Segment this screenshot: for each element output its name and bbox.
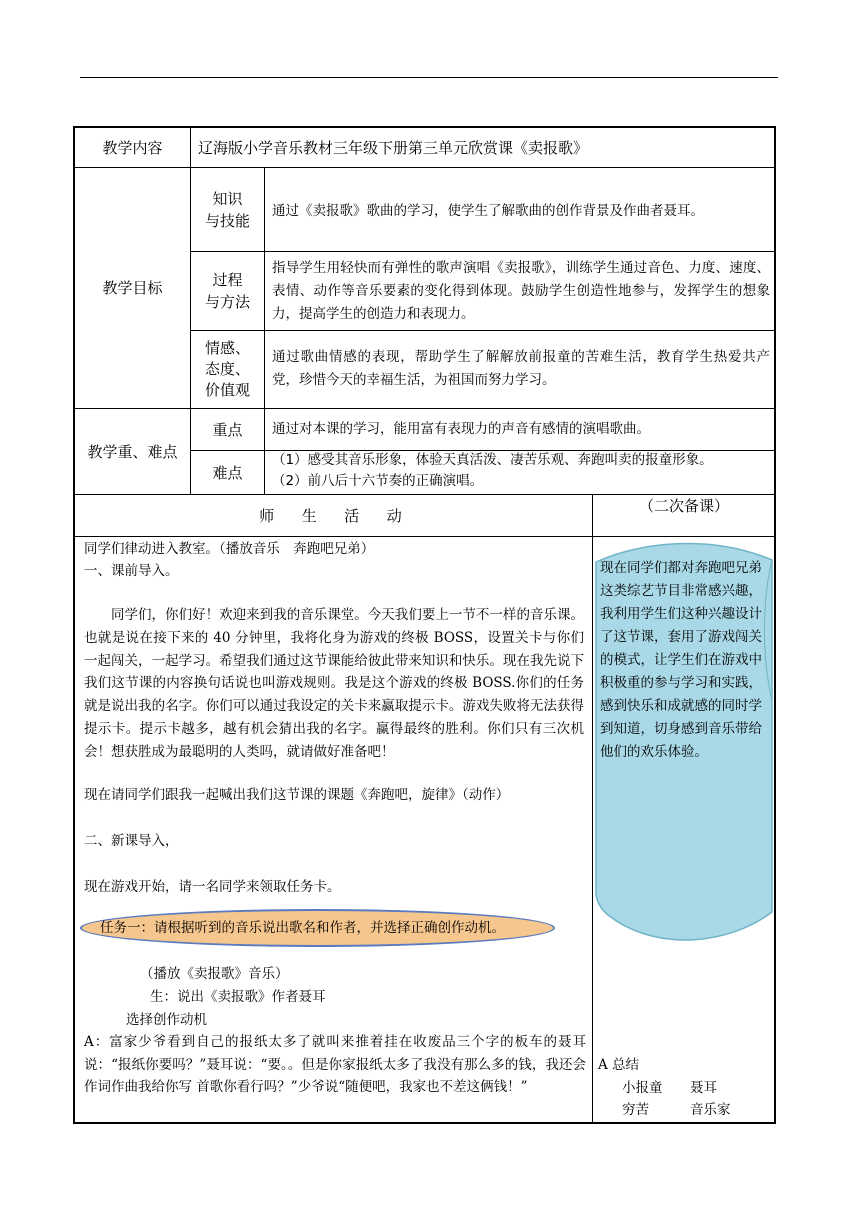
- summary-item: 穷苦: [622, 1102, 649, 1118]
- difficulty-line-1: （1）感受其音乐形象，体验天真活泼、凄苦乐观、奔跑叫卖的报童形象。: [272, 452, 713, 468]
- activity-paragraph: A：富家少爷看到自己的报纸太多了就叫来推着挂在收废品三个字的板车的聂耳说：“报纸你要吗？”聂耳说：“要。。但是你家报纸太多了我没有那么多的钱，我还会作词作曲我给你写 首歌你看行吗？”少爷说“随便吧，我家也不差这俩钱！”: [84, 1034, 586, 1095]
- header-rule: [80, 77, 778, 78]
- row-divider: [75, 536, 775, 537]
- process-method-text: 指导学生用轻快而有弹性的歌声演唱《卖报歌》，训练学生通过音色、力度、速度、表情、动作等音乐要素的变化得到体现。鼓励学生创造性地参与，发挥学生的想象力，提高学生的创造力和表现力。: [272, 260, 770, 322]
- activity-line: 现在游戏开始，请一名同学来领取任务卡。: [84, 879, 341, 895]
- summary-title: A 总结: [598, 1057, 640, 1073]
- activity-line: 一、课前导入。: [84, 563, 179, 579]
- activity-line: 生：说出《卖报歌》作者聂耳: [150, 989, 326, 1005]
- key-point-label: 重点: [212, 420, 243, 439]
- difficulty-line-2: （2）前八后十六节奏的正确演唱。: [272, 473, 484, 489]
- second-prep-header: （二次备课）: [638, 497, 729, 515]
- emotion-values-label: 情感、 态度、 价值观: [204, 339, 250, 399]
- row-divider: [191, 330, 775, 331]
- activities-header: 师 生 活 动: [259, 506, 408, 525]
- key-point-text: 通过对本课的学习，能用富有表现力的声音有感情的演唱歌曲。: [272, 421, 650, 437]
- activity-line: （播放《卖报歌》音乐）: [140, 966, 289, 982]
- activity-paragraph: 同学们，你们好！欢迎来到我的音乐课堂。今天我们要上一节不一样的音乐课。也就是说在接下来的 40 分钟里，我将化身为游戏的终极 BOSS，设置关卡与你们一起闯关，一起学习。希望我们通过这节课能给彼此带来知识和快乐。现在我先说下我们这节课的内容换句话说也叫游戏规则。我是这个游戏的终极 BOSS.你们的任务就是说出我的名字。你们可以通过我设定的关卡来赢取提示卡。游戏失败将无法获得提示卡。提示卡越多，越有机会猜出我的名字。赢得最终的胜利。你们只有三次机会！想获胜成为最聪明的人类吗，就请做好准备吧！: [84, 607, 584, 760]
- knowledge-skills-text: 通过《卖报歌》歌曲的学习，使学生了解歌曲的创作背景及作曲者聂耳。: [272, 203, 704, 219]
- difficulty-label: 难点: [212, 463, 243, 482]
- knowledge-skills-label: 知识 与技能: [204, 189, 250, 230]
- summary-item: 聂耳: [690, 1080, 717, 1096]
- activity-line: 现在请同学们跟我一起喊出我们这节课的课题《奔跑吧，旋律》（动作）: [84, 787, 510, 803]
- summary-item: 小报童: [622, 1080, 663, 1096]
- activity-line: 选择创作动机: [126, 1012, 207, 1028]
- content-label: 教学内容: [102, 138, 163, 157]
- col-divider: [264, 168, 265, 494]
- objectives-label: 教学目标: [102, 279, 163, 297]
- course-title: 辽海版小学音乐教材三年级下册第三单元欣赏课《卖报歌》: [198, 138, 589, 157]
- keypoints-label: 教学重、难点: [87, 442, 178, 461]
- process-method-label: 过程 与方法: [204, 271, 250, 311]
- row-divider: [191, 251, 775, 252]
- activity-line: 二、新课导入，: [84, 833, 179, 849]
- emotion-values-text: 通过歌曲情感的表现，帮助学生了解解放前报童的苦难生活，教育学生热爱共产党，珍惜今天的幸福生活，为祖国而努力学习。: [272, 349, 770, 388]
- summary-item: 音乐家: [690, 1102, 731, 1118]
- second-prep-note: 现在同学们都对奔跑吧兄弟这类综艺节目非常感兴趣，我利用学生们这种兴趣设计了这节课，套用了游戏闯关的模式，让学生们在游戏中积极重的参与学习和实践，感到快乐和成就感的同时学到知道，切身感到音乐带给他们的欢乐体验。: [600, 560, 762, 760]
- task-text: 任务一：请根据听到的音乐说出歌名和作者，并选择正确创作动机。: [100, 920, 505, 936]
- activity-line: 同学们律动进入教室。（播放音乐 奔跑吧兄弟）: [84, 541, 375, 557]
